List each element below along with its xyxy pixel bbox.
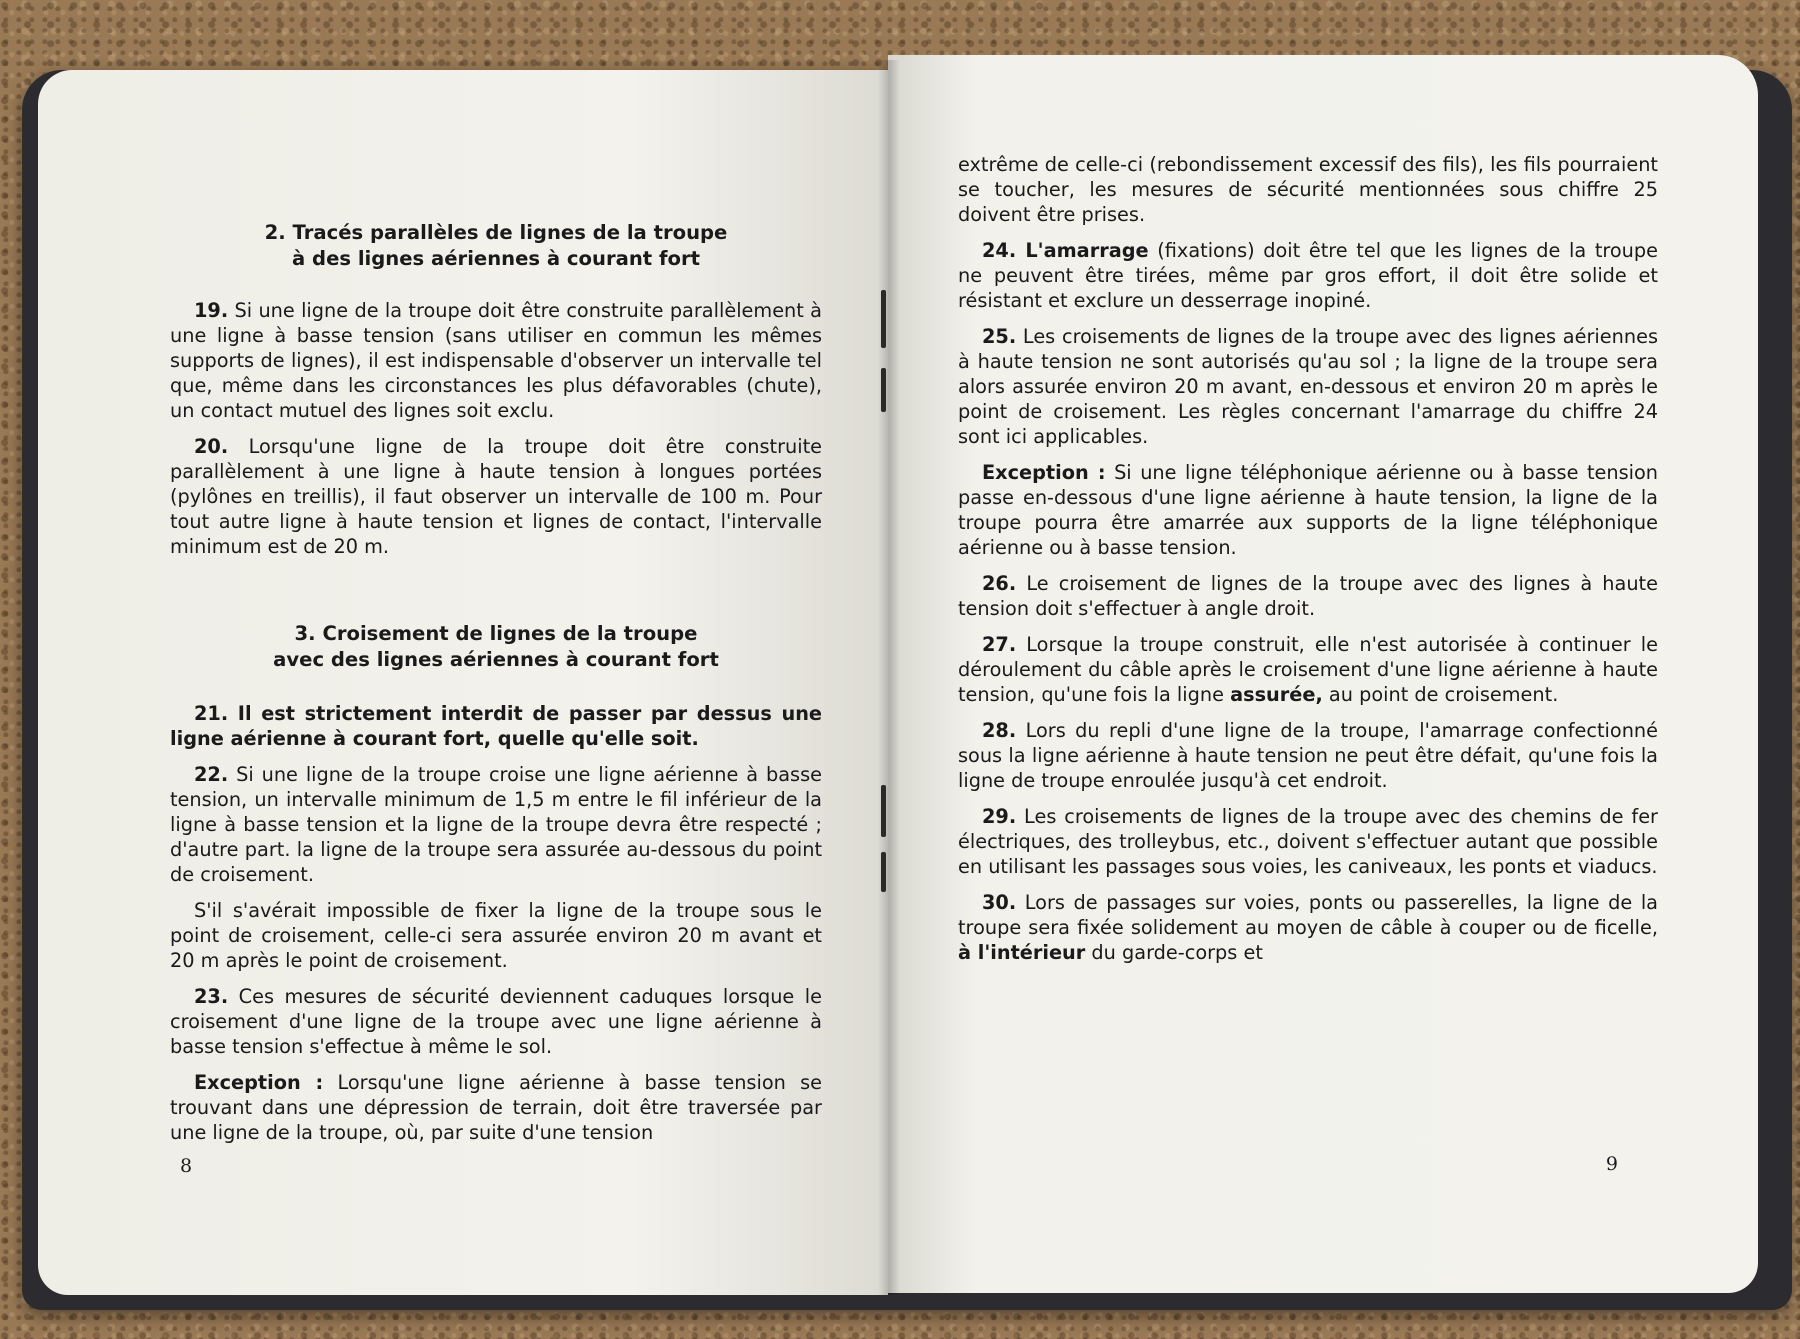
paragraph-22-continued: S'il s'avérait impossible de fixer la ligne de la troupe sous le point de croisement, celle-ci sera assurée environ 20 m avant et 20 m après le point de croisement. [170,899,822,972]
paragraph-19: 19. Si une ligne de la troupe doit être construite parallèlement à une ligne à basse tension (sans utiliser en commun les mêmes supports de lignes), il est indispensable d'observer un intervalle tel que, même dans les circonstances les plus défavorables (chute), un contact mutuel des lignes soit exclu. [170,299,822,422]
right-page [888,55,1758,1293]
exception-left: Exception : Lorsqu'une ligne aérienne à basse tension se trouvant dans une dépression de terrain, doit être traversée par une ligne de la troupe, où, par suite d'une tension [170,1071,822,1144]
paragraph-21: 21. Il est strictement interdit de passer par dessus une ligne aérienne à courant fort, quelle qu'elle soit. [170,702,822,750]
paragraph-30: 30. Lors de passages sur voies, ponts ou passerelles, la ligne de la troupe sera fixée solidement au moyen de câble à couper ou de ficelle, à l'intérieur du garde-corps et [958,891,1658,964]
paragraph-29: 29. Les croisements de lignes de la troupe avec des chemins de fer électriques, des trolleybus, etc., doivent s'effectuer autant que possible en utilisant les passages sous voies, les caniveaux, les ponts et viaducs. [958,805,1658,878]
section-heading-2: 2. Tracés parallèles de lignes de la troupe à des lignes aériennes à courant fort [264,221,728,270]
page-number-right: 9 [1605,1153,1618,1175]
paragraph-26: 26. Le croisement de lignes de la troupe avec des lignes à haute tension doit s'effectuer à angle droit. [958,572,1658,620]
paragraph-28: 28. Lors du repli d'une ligne de la troupe, l'amarrage confectionné sous la ligne aérienne à haute tension ne peut être défait, qu'une fois la ligne de troupe enroulée jusqu'à cet endroit. [958,719,1658,792]
paragraph-continuation: extrême de celle-ci (rebondissement excessif des fils), les fils pourraient se toucher, les mesures de sécurité mentionnées sous chiffre 25 doivent être prises. [958,153,1658,226]
staple-top-1 [881,290,886,348]
paragraph-20: 20. Lorsqu'une ligne de la troupe doit être construite parallèlement à une ligne à haute tension à longues portées (pylônes en treillis), il faut observer un intervalle de 100 m. Pour tout autre ligne à haute tension et lignes de contact, l'intervalle minimum est de 20 m. [170,435,822,558]
staple-top-2 [881,368,886,412]
staple-bottom-1 [881,785,886,837]
paragraph-25: 25. Les croisements de lignes de la troupe avec des lignes aériennes à haute tension ne sont autorisés qu'au sol ; la ligne de la troupe sera alors assurée environ 20 m avant, en-dessous et environ 20 m après le point de croisement. Les règles concernant l'amarrage du chiffre 24 sont ici applicables. [958,325,1658,448]
staple-bottom-2 [881,852,886,892]
paragraph-22: 22. Si une ligne de la troupe croise une ligne aérienne à basse tension, un intervalle minimum de 1,5 m entre le fil inférieur de la ligne à basse tension et la ligne de la troupe devra être respecté ; d'autre part. la ligne de la troupe sera assurée au-dessous du point de croisement. [170,763,822,886]
page-number-left: 8 [180,1155,193,1177]
paragraph-23: 23. Ces mesures de sécurité deviennent caduques lorsque le croisement d'une ligne de la troupe avec une ligne aérienne à basse tension s'effectue à même le sol. [170,985,822,1058]
paragraph-27: 27. Lorsque la troupe construit, elle n'est autorisée à continuer le déroulement du câble après le croisement d'une ligne aérienne à haute tension, qu'une fois la ligne assurée, au point de croisement. [958,633,1658,706]
section-heading-3: 3. Croisement de lignes de la troupe avec des lignes aériennes à courant fort [273,622,719,671]
left-page [38,70,888,1295]
exception-right: Exception : Si une ligne téléphonique aérienne ou à basse tension passe en-dessous d'une ligne aérienne à haute tension, la ligne de la troupe pourra être amarrée aux supports de la ligne téléphonique aérienne ou à basse tension. [958,461,1659,559]
paragraph-24: 24. L'amarrage (fixations) doit être tel que les lignes de la troupe ne peuvent être tirées, même par gros effort, il doit être solide et résistant et exclure un desserrage inopiné. [958,239,1658,312]
book-gutter [878,60,900,1295]
